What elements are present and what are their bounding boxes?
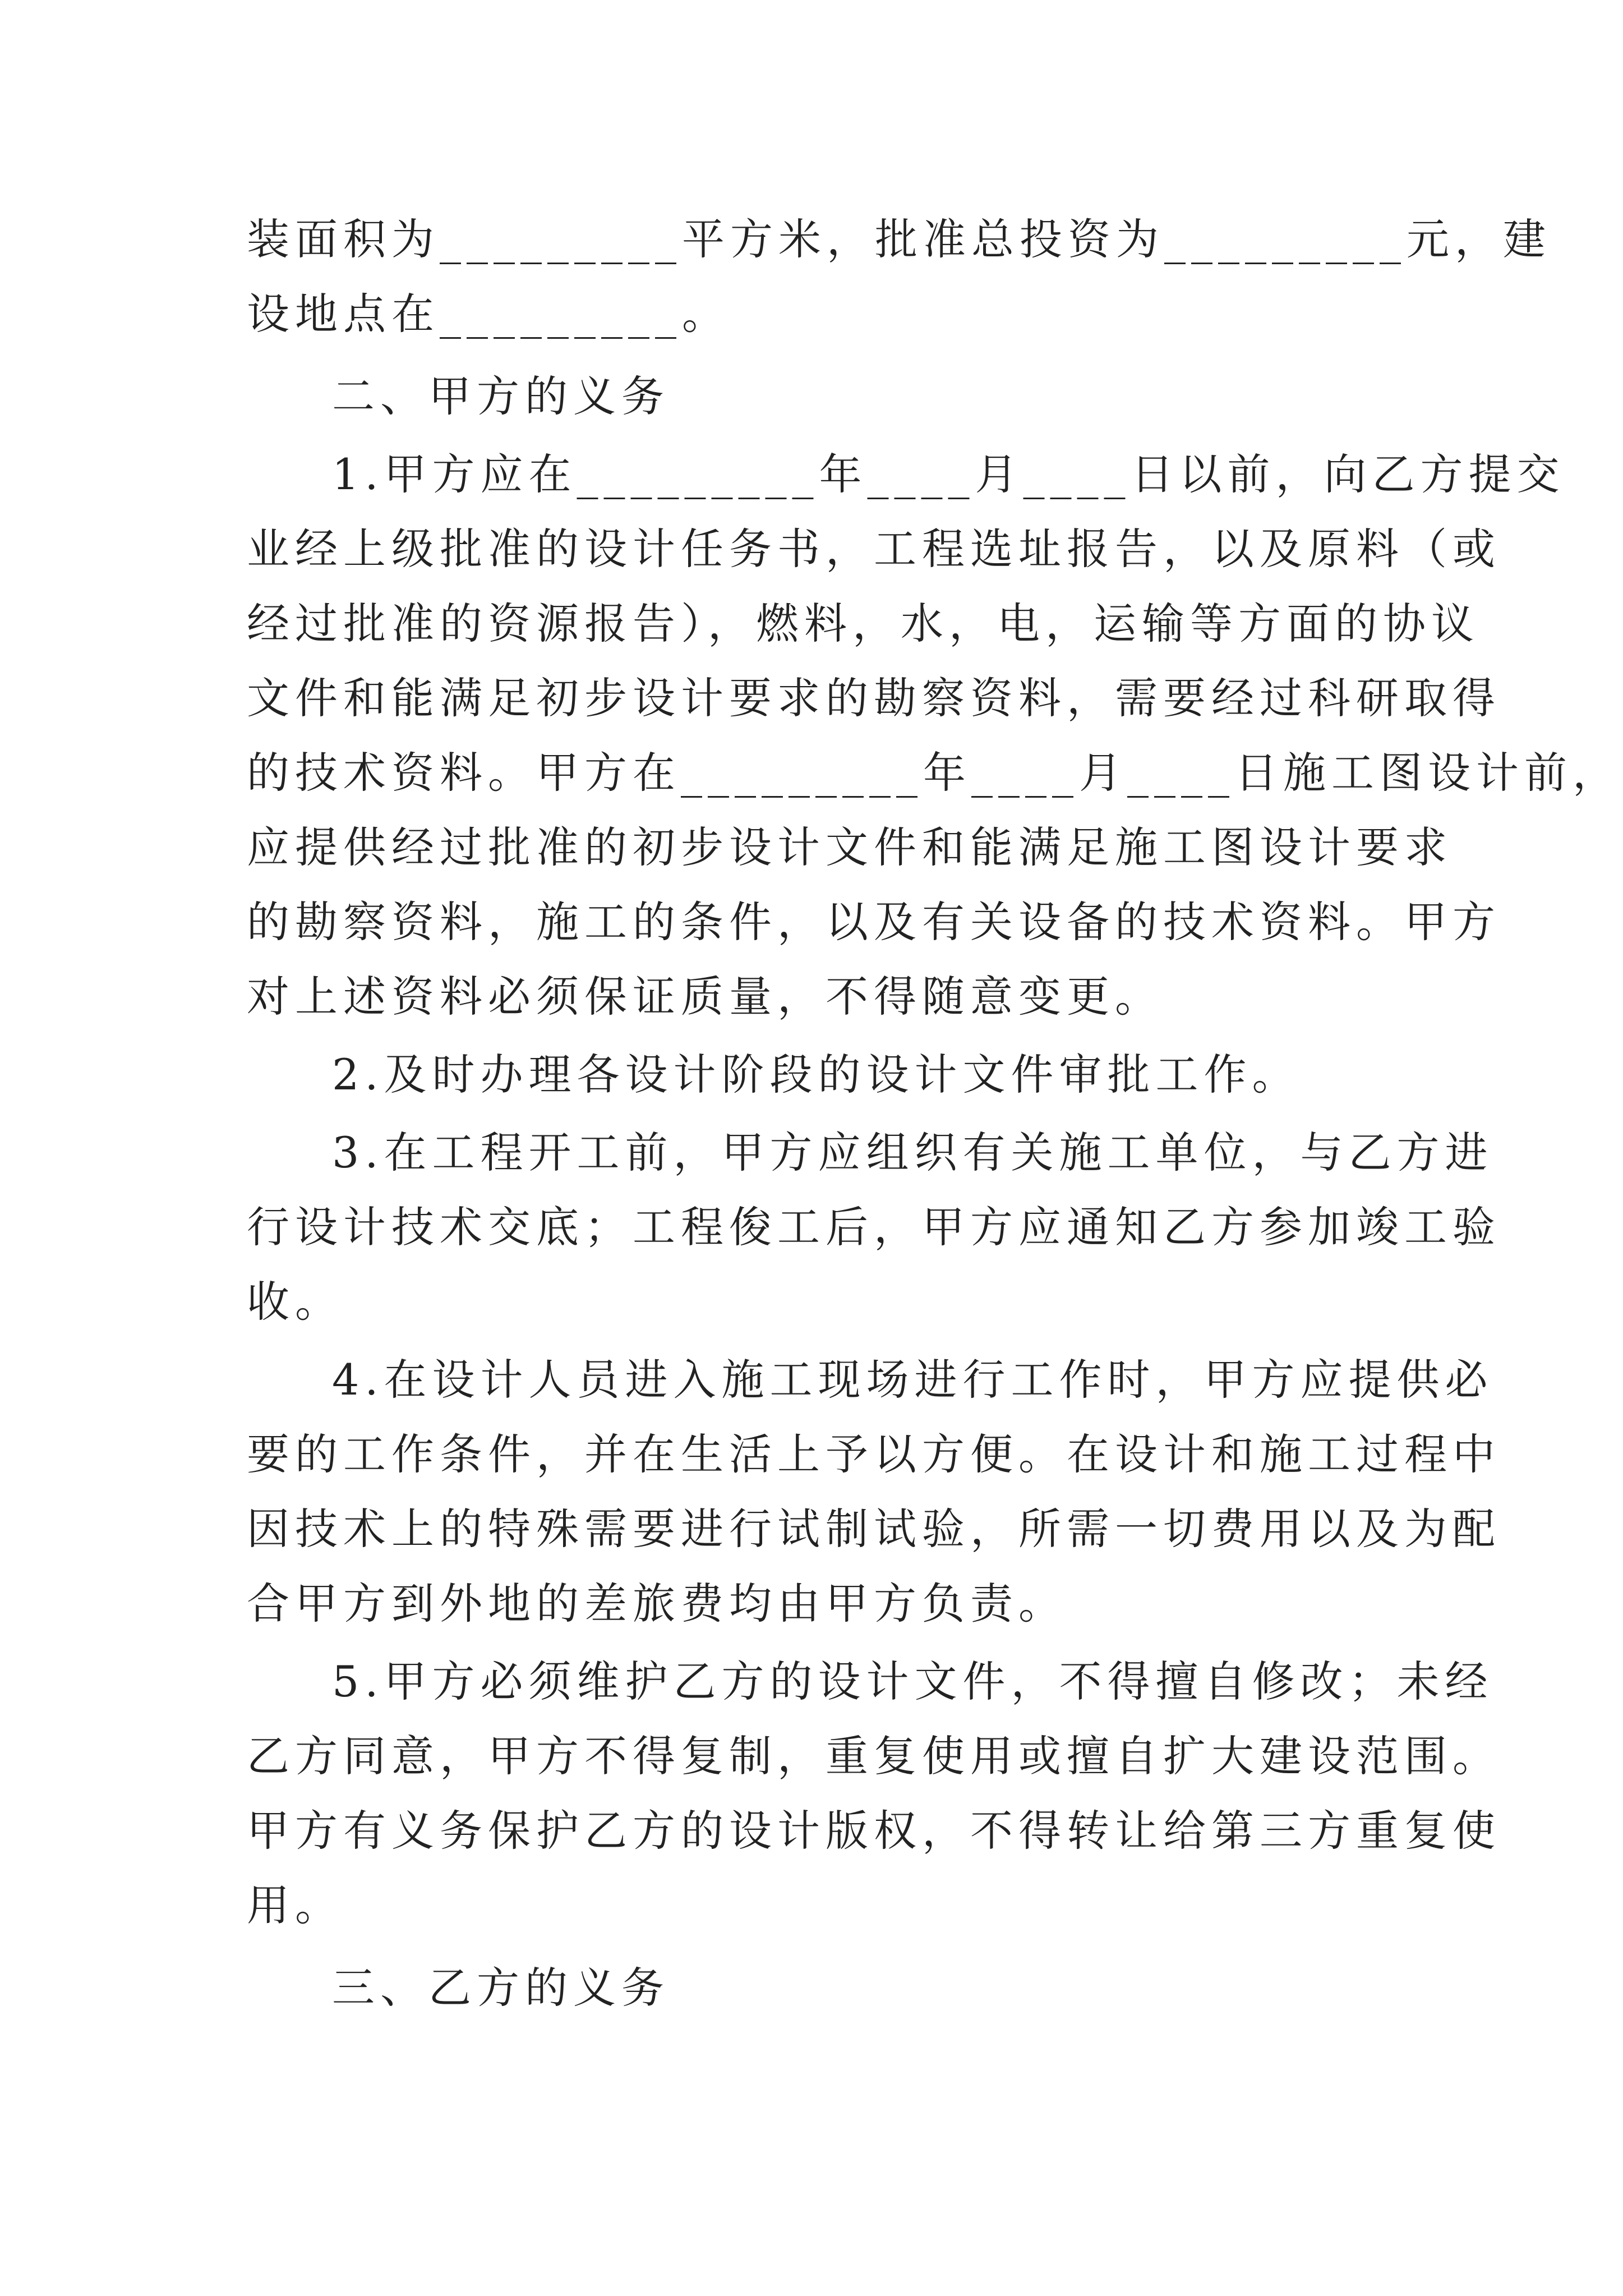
- text-line: 装面积为_________平方米，批准总投资为_________元，建: [247, 214, 1551, 264]
- section-heading: 二、甲方的义务: [332, 371, 670, 421]
- text-line: 设地点在_________。: [247, 289, 730, 339]
- text-line: 的技术资料。甲方在_________年____月____日施工图设计前，: [247, 748, 1621, 798]
- text-line: 乙方同意，甲方不得复制，重复使用或擅自扩大建设范围。: [247, 1731, 1501, 1781]
- paragraph-first-line: 1.甲方应在_________年____月____日以前，向乙方提交: [332, 449, 1565, 499]
- text-line: 的勘察资料，施工的条件，以及有关设备的技术资料。甲方: [247, 897, 1501, 947]
- section-heading: 三、乙方的义务: [332, 1963, 670, 2013]
- text-line: 要的工作条件，并在生活上予以方便。在设计和施工过程中: [247, 1429, 1501, 1479]
- text-line: 行设计技术交底；工程俊工后，甲方应通知乙方参加竣工验: [247, 1202, 1501, 1252]
- text-line: 文件和能满足初步设计要求的勘察资料，需要经过科研取得: [247, 673, 1501, 723]
- text-line: 合甲方到外地的差旅费均由甲方负责。: [247, 1579, 1067, 1628]
- text-line: 业经上级批准的设计任务书，工程选址报告，以及原料（或: [247, 524, 1501, 574]
- text-line: 因技术上的特殊需要进行试制试验，所需一切费用以及为配: [247, 1504, 1501, 1554]
- text-line: 甲方有义务保护乙方的设计版权，不得转让给第三方重复使: [247, 1806, 1501, 1856]
- document-body: [247, 202, 1621, 2025]
- text-line: 对上述资料必须保证质量，不得随意变更。: [247, 972, 1163, 1022]
- paragraph-first-line: 3.在工程开工前，甲方应组织有关施工单位，与乙方进: [332, 1128, 1493, 1177]
- text-line: 经过批准的资源报告），燃料，水，电，运输等方面的协议: [247, 599, 1479, 648]
- paragraph-first-line: 2.及时办理各设计阶段的设计文件审批工作。: [332, 1050, 1301, 1099]
- paragraph-first-line: 5.甲方必须维护乙方的设计文件，不得擅自修改；未经: [332, 1657, 1493, 1706]
- paragraph-first-line: 4.在设计人员进入施工现场进行工作时，甲方应提供必: [332, 1355, 1493, 1405]
- text-line: 用。: [247, 1880, 343, 1930]
- text-line: 收。: [247, 1277, 343, 1327]
- text-line: 应提供经过批准的初步设计文件和能满足施工图设计要求: [247, 822, 1453, 872]
